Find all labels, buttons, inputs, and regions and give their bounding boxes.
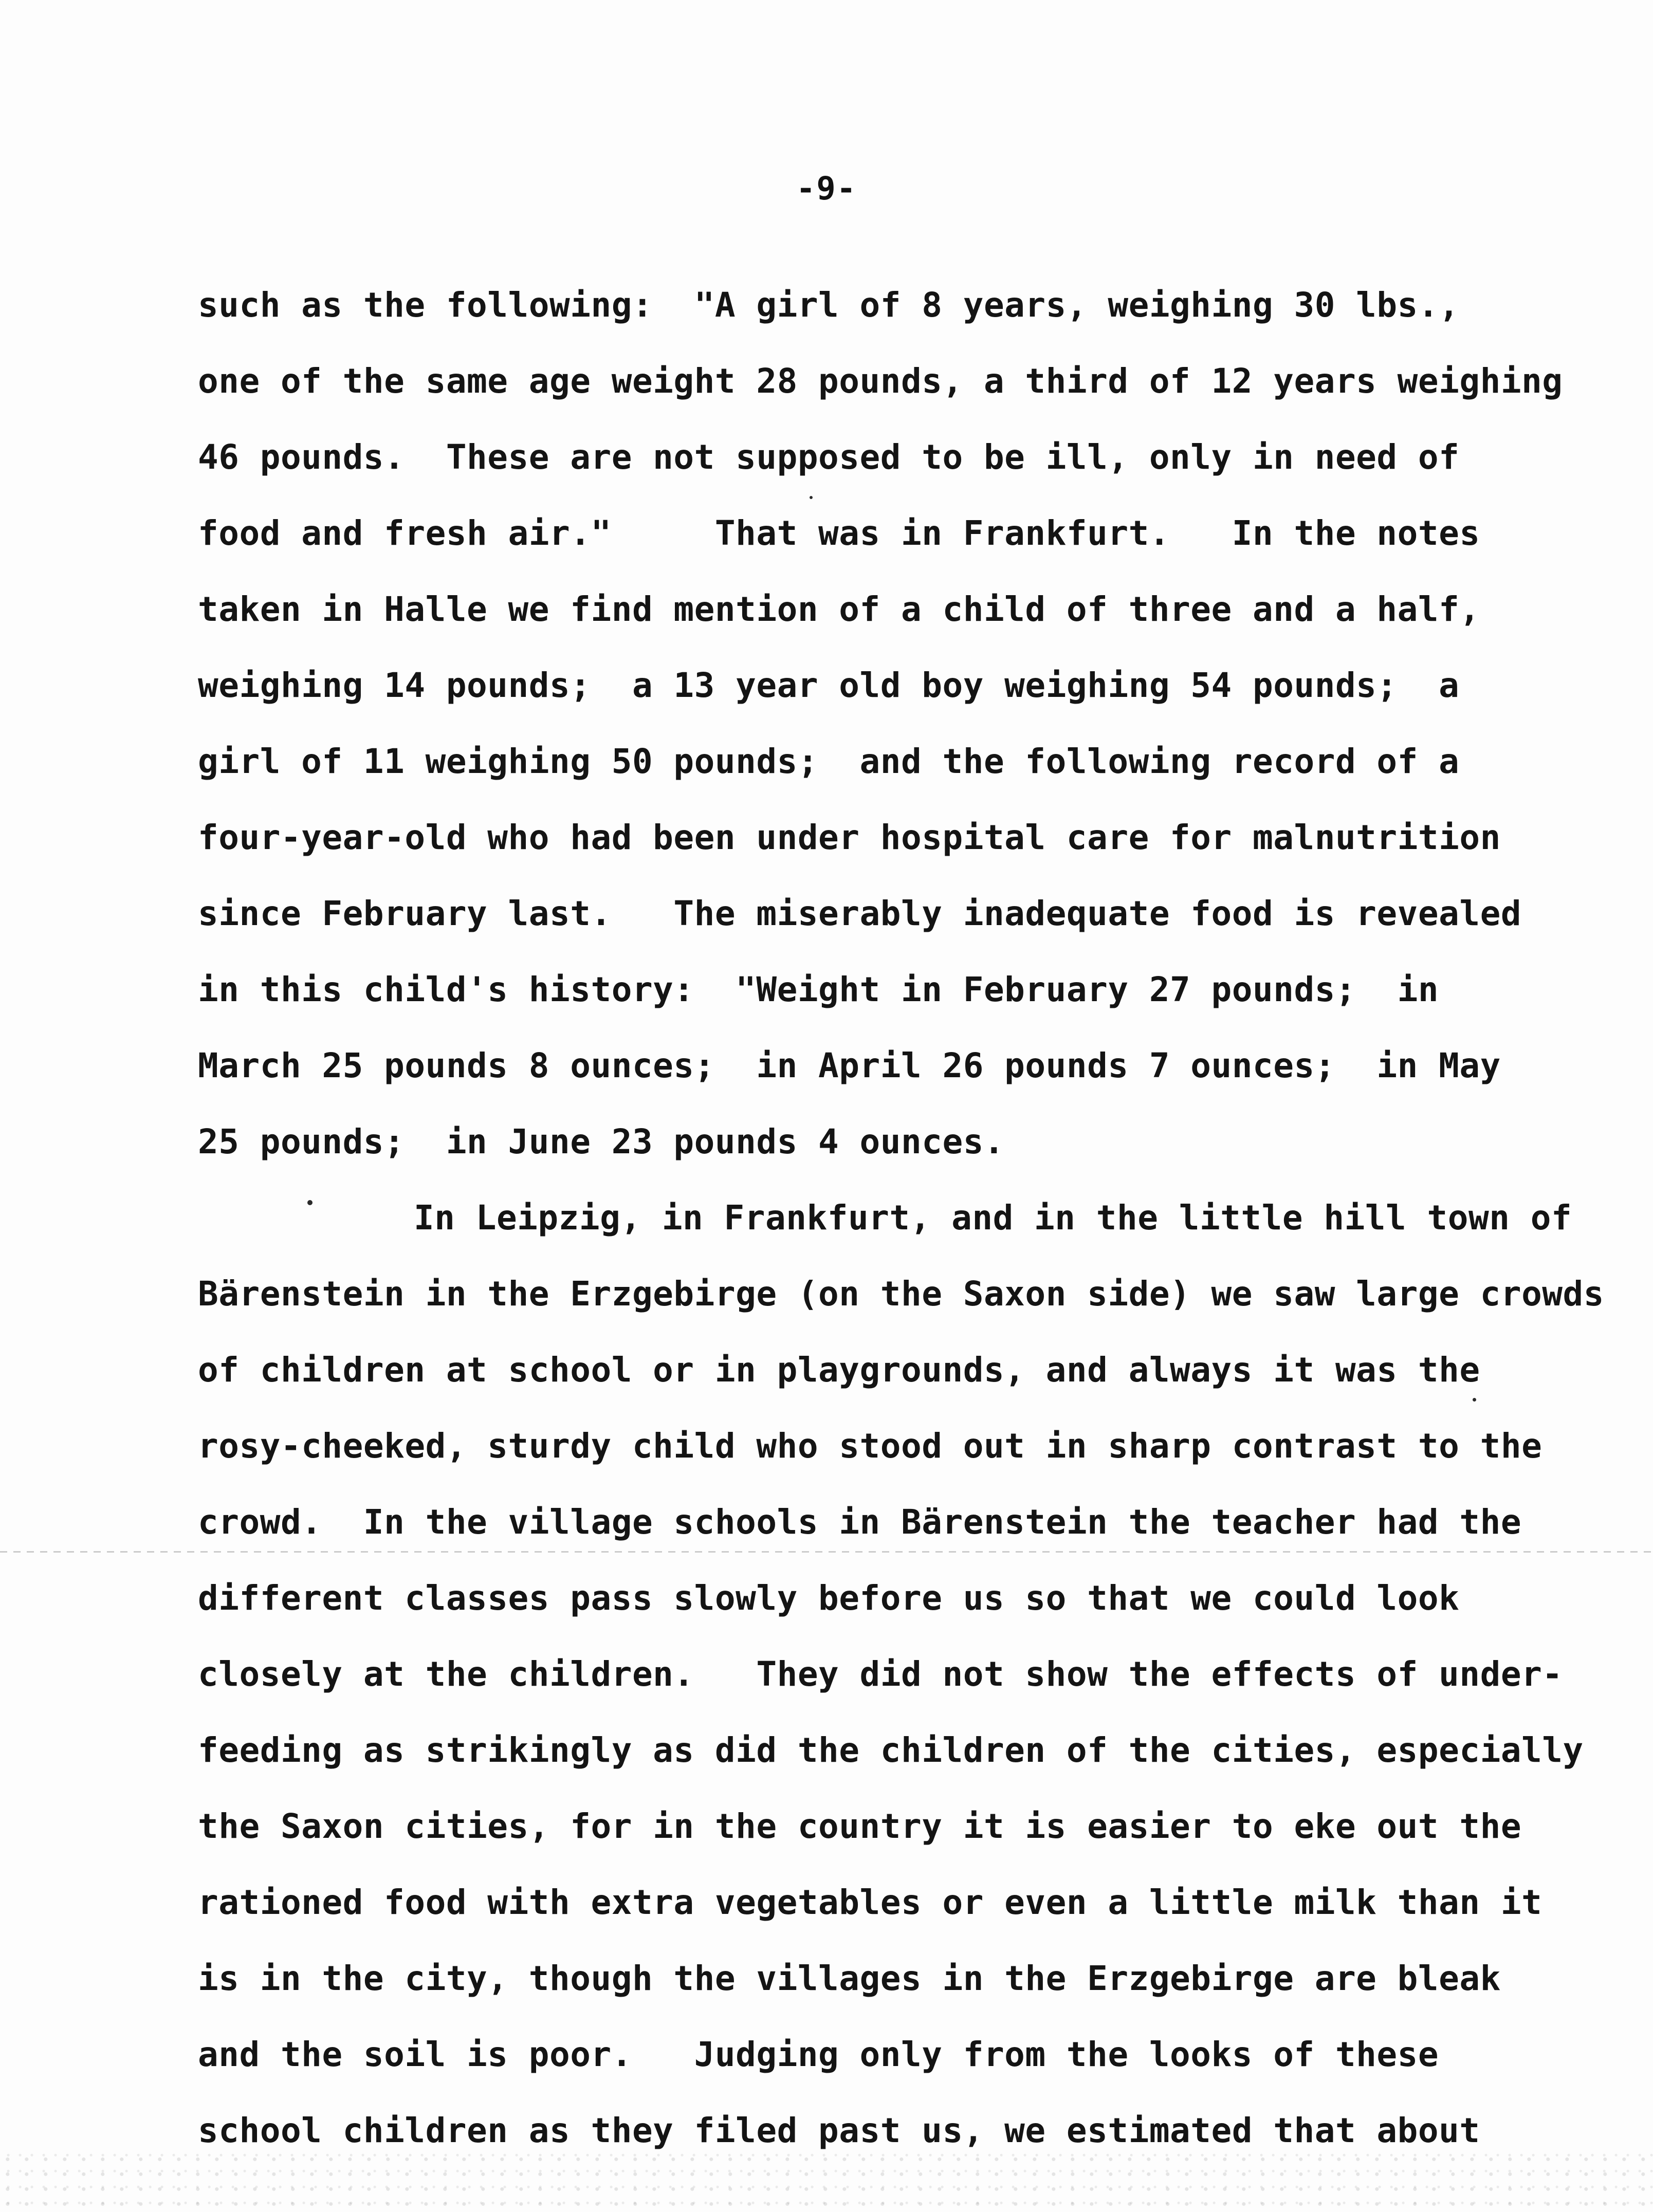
scan-speckle xyxy=(307,1200,313,1205)
scan-speckle xyxy=(810,496,813,499)
text-line: 46 pounds. These are not supposed to be ill, only in need of xyxy=(198,437,1460,477)
text-line: in this child's history: "Weight in February 27 pounds; in xyxy=(198,970,1439,1009)
text-line: weighing 14 pounds; a 13 year old boy weighing 54 pounds; a xyxy=(198,666,1460,705)
text-line: Bärenstein in the Erzgebirge (on the Saxon side) we saw large crowds xyxy=(198,1274,1605,1314)
text-line: of children at school or in playgrounds, and always it was the xyxy=(198,1350,1480,1390)
text-line: food and fresh air." That was in Frankfurt. In the notes xyxy=(198,513,1480,553)
text-line: the Saxon cities, for in the country it is easier to eke out the xyxy=(198,1807,1522,1846)
page-number: -9- xyxy=(796,170,857,207)
text-line: different classes pass slowly before us so that we could look xyxy=(198,1578,1460,1618)
text-line: and the soil is poor. Judging only from the looks of these xyxy=(198,2035,1439,2074)
text-line: school children as they filed past us, we estimated that about xyxy=(198,2111,1480,2150)
scan-edge-noise xyxy=(0,2150,1653,2212)
text-line: rosy-cheeked, sturdy child who stood out in sharp contrast to the xyxy=(198,1426,1542,1466)
scan-fold-line xyxy=(0,1551,1653,1553)
text-line: girl of 11 weighing 50 pounds; and the following record of a xyxy=(198,742,1460,781)
paragraph-first-line: In Leipzig, in Frankfurt, and in the little hill town of xyxy=(414,1198,1572,1238)
body-text xyxy=(198,267,1605,2169)
text-line: feeding as strikingly as did the children of the cities, especially xyxy=(198,1730,1584,1770)
text-line: closely at the children. They did not show the effects of under- xyxy=(198,1654,1563,1694)
scan-speckle xyxy=(1473,1398,1476,1402)
text-line: four-year-old who had been under hospital care for malnutrition xyxy=(198,818,1501,857)
text-line: crowd. In the village schools in Bärenstein the teacher had the xyxy=(198,1502,1522,1542)
text-line: is in the city, though the villages in the Erzgebirge are bleak xyxy=(198,1959,1501,1998)
text-line: 25 pounds; in June 23 pounds 4 ounces. xyxy=(198,1122,1005,1162)
text-line: March 25 pounds 8 ounces; in April 26 pounds 7 ounces; in May xyxy=(198,1046,1501,1085)
text-line: one of the same age weight 28 pounds, a third of 12 years weighing xyxy=(198,361,1563,401)
text-line: rationed food with extra vegetables or even a little milk than it xyxy=(198,1883,1542,1922)
text-line: such as the following: "A girl of 8 years, weighing 30 lbs., xyxy=(198,285,1460,325)
text-line: since February last. The miserably inadequate food is revealed xyxy=(198,894,1522,933)
text-line: taken in Halle we find mention of a child of three and a half, xyxy=(198,589,1480,629)
